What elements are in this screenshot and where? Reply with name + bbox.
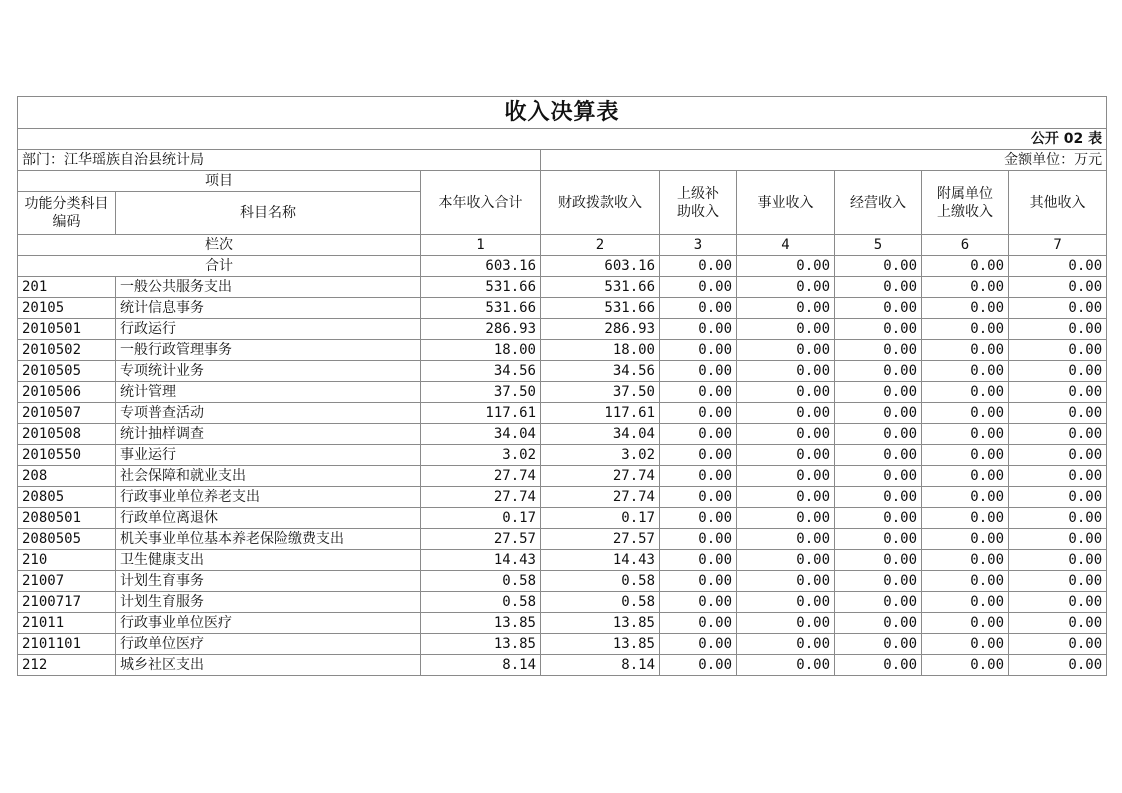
amount-cell: 0.00: [922, 655, 1009, 676]
amount-cell: 0.00: [922, 592, 1009, 613]
amount-cell: 0.00: [660, 466, 737, 487]
func-code-cell: 2010505: [18, 361, 116, 382]
amount-cell: 0.00: [660, 445, 737, 466]
amount-cell: 0.00: [922, 445, 1009, 466]
amount-cell: 0.00: [1009, 319, 1107, 340]
amount-cell: 0.00: [922, 571, 1009, 592]
col-index-label: 栏次: [18, 235, 421, 256]
amount-cell: 0.00: [660, 277, 737, 298]
amount-cell: 0.00: [835, 655, 922, 676]
amount-cell: 0.00: [922, 508, 1009, 529]
amount-cell: 531.66: [541, 277, 660, 298]
amount-cell: 0.00: [835, 361, 922, 382]
total-value: 0.00: [660, 256, 737, 277]
amount-cell: 0.00: [1009, 529, 1107, 550]
func-code-cell: 21007: [18, 571, 116, 592]
amount-cell: 531.66: [421, 298, 541, 319]
subject-name-cell: 统计信息事务: [116, 298, 421, 319]
amount-cell: 0.17: [421, 508, 541, 529]
table-title: 收入决算表: [18, 97, 1107, 129]
col-header-1: 本年收入合计: [421, 171, 541, 235]
table-row: [18, 487, 1107, 508]
amount-cell: 0.00: [737, 340, 835, 361]
func-code-cell: 2010506: [18, 382, 116, 403]
amount-cell: 0.00: [737, 508, 835, 529]
amount-cell: 0.00: [660, 571, 737, 592]
amount-cell: 0.00: [1009, 466, 1107, 487]
amount-cell: 0.00: [1009, 445, 1107, 466]
amount-cell: 0.00: [835, 277, 922, 298]
amount-cell: 0.58: [421, 592, 541, 613]
col-header-3: 上级补助收入: [660, 171, 737, 235]
public-no-row: [18, 129, 1107, 150]
amount-cell: 0.00: [660, 655, 737, 676]
table-row: [18, 445, 1107, 466]
amount-cell: 0.00: [737, 361, 835, 382]
amount-cell: 0.00: [922, 466, 1009, 487]
amount-cell: 0.00: [922, 550, 1009, 571]
amount-cell: 0.00: [922, 613, 1009, 634]
total-label: 合计: [18, 256, 421, 277]
func-code-cell: 208: [18, 466, 116, 487]
func-code-cell: 20805: [18, 487, 116, 508]
amount-cell: 0.00: [660, 319, 737, 340]
col-header-2: 财政拨款收入: [541, 171, 660, 235]
amount-cell: 0.00: [660, 634, 737, 655]
amount-cell: 0.00: [835, 466, 922, 487]
amount-cell: 0.00: [737, 319, 835, 340]
column-number-row: [18, 235, 1107, 256]
header-row-1: [18, 171, 1107, 192]
func-code-cell: 2010508: [18, 424, 116, 445]
subject-name-cell: 卫生健康支出: [116, 550, 421, 571]
amount-cell: 3.02: [541, 445, 660, 466]
amount-cell: 0.00: [660, 403, 737, 424]
amount-cell: 0.00: [737, 403, 835, 424]
amount-cell: 0.00: [922, 340, 1009, 361]
amount-cell: 0.00: [835, 592, 922, 613]
amount-cell: 0.00: [737, 445, 835, 466]
amount-cell: 0.00: [737, 655, 835, 676]
amount-cell: 0.00: [737, 466, 835, 487]
amount-cell: 34.04: [541, 424, 660, 445]
amount-cell: 0.00: [835, 613, 922, 634]
table-row: [18, 592, 1107, 613]
table-row: [18, 550, 1107, 571]
amount-cell: 0.00: [922, 382, 1009, 403]
subject-name-header: 科目名称: [116, 192, 421, 235]
amount-cell: 14.43: [421, 550, 541, 571]
amount-cell: 0.00: [1009, 382, 1107, 403]
amount-cell: 18.00: [421, 340, 541, 361]
func-code-cell: 21011: [18, 613, 116, 634]
amount-cell: 0.00: [660, 298, 737, 319]
func-code-cell: 2010502: [18, 340, 116, 361]
title-row: [18, 97, 1107, 129]
amount-cell: 0.00: [1009, 655, 1107, 676]
total-value: 603.16: [421, 256, 541, 277]
income-final-accounts-sheet: [17, 96, 1106, 676]
amount-cell: 0.00: [1009, 403, 1107, 424]
table-row: [18, 361, 1107, 382]
subject-name-cell: 一般公共服务支出: [116, 277, 421, 298]
amount-cell: 34.56: [421, 361, 541, 382]
subject-name-cell: 统计管理: [116, 382, 421, 403]
table-row: [18, 634, 1107, 655]
amount-cell: 0.17: [541, 508, 660, 529]
total-value: 0.00: [922, 256, 1009, 277]
col-number: 4: [737, 235, 835, 256]
col-number: 6: [922, 235, 1009, 256]
amount-cell: 0.00: [922, 487, 1009, 508]
subject-name-cell: 计划生育事务: [116, 571, 421, 592]
amount-cell: 0.00: [922, 529, 1009, 550]
amount-cell: 0.00: [835, 634, 922, 655]
amount-cell: 0.00: [660, 361, 737, 382]
amount-cell: 531.66: [421, 277, 541, 298]
func-code-header: 功能分类科目编码: [18, 192, 116, 235]
total-row: [18, 256, 1107, 277]
table-row: [18, 529, 1107, 550]
subject-name-cell: 统计抽样调查: [116, 424, 421, 445]
col-number: 1: [421, 235, 541, 256]
department-label: 部门：江华瑶族自治县统计局: [18, 150, 541, 171]
amount-cell: 0.00: [835, 445, 922, 466]
subject-name-cell: 城乡社区支出: [116, 655, 421, 676]
amount-cell: 0.00: [922, 634, 1009, 655]
table-row: [18, 508, 1107, 529]
amount-cell: 27.74: [541, 466, 660, 487]
amount-cell: 0.00: [737, 592, 835, 613]
func-code-cell: 2010550: [18, 445, 116, 466]
amount-cell: 0.00: [835, 319, 922, 340]
amount-cell: 0.00: [737, 487, 835, 508]
amount-cell: 27.74: [541, 487, 660, 508]
amount-cell: 0.00: [1009, 277, 1107, 298]
table-row: [18, 403, 1107, 424]
amount-cell: 0.00: [922, 361, 1009, 382]
total-value: 0.00: [835, 256, 922, 277]
func-code-cell: 2080501: [18, 508, 116, 529]
func-code-cell: 201: [18, 277, 116, 298]
func-code-cell: 2010501: [18, 319, 116, 340]
amount-cell: 117.61: [421, 403, 541, 424]
amount-cell: 13.85: [541, 634, 660, 655]
table-row: [18, 571, 1107, 592]
amount-cell: 0.58: [421, 571, 541, 592]
amount-cell: 0.00: [1009, 508, 1107, 529]
amount-cell: 37.50: [541, 382, 660, 403]
table-row: [18, 613, 1107, 634]
amount-cell: 27.57: [541, 529, 660, 550]
subject-name-cell: 行政单位离退休: [116, 508, 421, 529]
amount-cell: 0.00: [660, 424, 737, 445]
amount-cell: 286.93: [541, 319, 660, 340]
col-header-5: 经营收入: [835, 171, 922, 235]
amount-cell: 0.00: [1009, 592, 1107, 613]
amount-cell: 0.00: [922, 424, 1009, 445]
table-row: [18, 277, 1107, 298]
amount-cell: 0.00: [737, 571, 835, 592]
col-header-6: 附属单位上缴收入: [922, 171, 1009, 235]
amount-cell: 0.00: [1009, 571, 1107, 592]
amount-cell: 0.00: [737, 424, 835, 445]
amount-cell: 0.58: [541, 592, 660, 613]
income-table: [17, 96, 1107, 676]
amount-cell: 0.00: [660, 487, 737, 508]
amount-cell: 0.00: [660, 340, 737, 361]
amount-cell: 14.43: [541, 550, 660, 571]
table-row: [18, 382, 1107, 403]
table-row: [18, 466, 1107, 487]
amount-cell: 27.57: [421, 529, 541, 550]
amount-cell: 0.00: [1009, 613, 1107, 634]
amount-cell: 37.50: [421, 382, 541, 403]
amount-cell: 0.00: [1009, 424, 1107, 445]
amount-cell: 0.00: [835, 529, 922, 550]
amount-cell: 0.00: [1009, 298, 1107, 319]
amount-cell: 531.66: [541, 298, 660, 319]
subject-name-cell: 专项统计业务: [116, 361, 421, 382]
amount-cell: 3.02: [421, 445, 541, 466]
func-code-cell: 212: [18, 655, 116, 676]
amount-cell: 8.14: [541, 655, 660, 676]
table-row: [18, 340, 1107, 361]
subject-name-cell: 一般行政管理事务: [116, 340, 421, 361]
amount-cell: 0.00: [660, 529, 737, 550]
amount-cell: 0.00: [835, 340, 922, 361]
amount-cell: 0.00: [737, 634, 835, 655]
amount-cell: 0.00: [660, 508, 737, 529]
item-header: 项目: [18, 171, 421, 192]
amount-cell: 0.00: [835, 382, 922, 403]
amount-cell: 286.93: [421, 319, 541, 340]
table-row: [18, 319, 1107, 340]
amount-cell: 34.04: [421, 424, 541, 445]
public-number: 公开 02 表: [18, 129, 1107, 150]
amount-cell: 0.00: [835, 508, 922, 529]
subject-name-cell: 计划生育服务: [116, 592, 421, 613]
amount-cell: 0.00: [922, 319, 1009, 340]
col-number: 5: [835, 235, 922, 256]
table-row: [18, 298, 1107, 319]
subject-name-cell: 行政单位医疗: [116, 634, 421, 655]
amount-cell: 0.00: [660, 550, 737, 571]
table-row: [18, 424, 1107, 445]
func-code-cell: 2101101: [18, 634, 116, 655]
amount-unit-label: 金额单位：万元: [541, 150, 1107, 171]
amount-cell: 13.85: [421, 634, 541, 655]
amount-cell: 0.58: [541, 571, 660, 592]
col-number: 2: [541, 235, 660, 256]
amount-cell: 0.00: [737, 613, 835, 634]
amount-cell: 0.00: [660, 382, 737, 403]
amount-cell: 27.74: [421, 466, 541, 487]
amount-cell: 0.00: [835, 550, 922, 571]
func-code-cell: 2010507: [18, 403, 116, 424]
amount-cell: 0.00: [1009, 634, 1107, 655]
subject-name-cell: 行政事业单位养老支出: [116, 487, 421, 508]
amount-cell: 27.74: [421, 487, 541, 508]
amount-cell: 0.00: [737, 550, 835, 571]
amount-cell: 0.00: [922, 298, 1009, 319]
col-header-4: 事业收入: [737, 171, 835, 235]
meta-row: [18, 150, 1107, 171]
total-value: 0.00: [1009, 256, 1107, 277]
total-value: 603.16: [541, 256, 660, 277]
func-code-cell: 210: [18, 550, 116, 571]
amount-cell: 0.00: [737, 277, 835, 298]
amount-cell: 0.00: [1009, 487, 1107, 508]
amount-cell: 0.00: [835, 571, 922, 592]
subject-name-cell: 机关事业单位基本养老保险缴费支出: [116, 529, 421, 550]
subject-name-cell: 行政运行: [116, 319, 421, 340]
amount-cell: 34.56: [541, 361, 660, 382]
amount-cell: 0.00: [660, 613, 737, 634]
amount-cell: 13.85: [541, 613, 660, 634]
amount-cell: 8.14: [421, 655, 541, 676]
amount-cell: 0.00: [737, 298, 835, 319]
func-code-cell: 2100717: [18, 592, 116, 613]
subject-name-cell: 行政事业单位医疗: [116, 613, 421, 634]
amount-cell: 0.00: [835, 403, 922, 424]
amount-cell: 0.00: [1009, 340, 1107, 361]
table-row: [18, 655, 1107, 676]
func-code-cell: 20105: [18, 298, 116, 319]
amount-cell: 0.00: [737, 382, 835, 403]
amount-cell: 0.00: [922, 277, 1009, 298]
amount-cell: 13.85: [421, 613, 541, 634]
amount-cell: 0.00: [835, 487, 922, 508]
amount-cell: 0.00: [660, 592, 737, 613]
amount-cell: 0.00: [835, 424, 922, 445]
func-code-cell: 2080505: [18, 529, 116, 550]
amount-cell: 18.00: [541, 340, 660, 361]
amount-cell: 0.00: [1009, 550, 1107, 571]
amount-cell: 117.61: [541, 403, 660, 424]
subject-name-cell: 社会保障和就业支出: [116, 466, 421, 487]
subject-name-cell: 专项普查活动: [116, 403, 421, 424]
amount-cell: 0.00: [737, 529, 835, 550]
subject-name-cell: 事业运行: [116, 445, 421, 466]
amount-cell: 0.00: [1009, 361, 1107, 382]
amount-cell: 0.00: [835, 298, 922, 319]
col-header-7: 其他收入: [1009, 171, 1107, 235]
total-value: 0.00: [737, 256, 835, 277]
amount-cell: 0.00: [922, 403, 1009, 424]
col-number: 7: [1009, 235, 1107, 256]
col-number: 3: [660, 235, 737, 256]
